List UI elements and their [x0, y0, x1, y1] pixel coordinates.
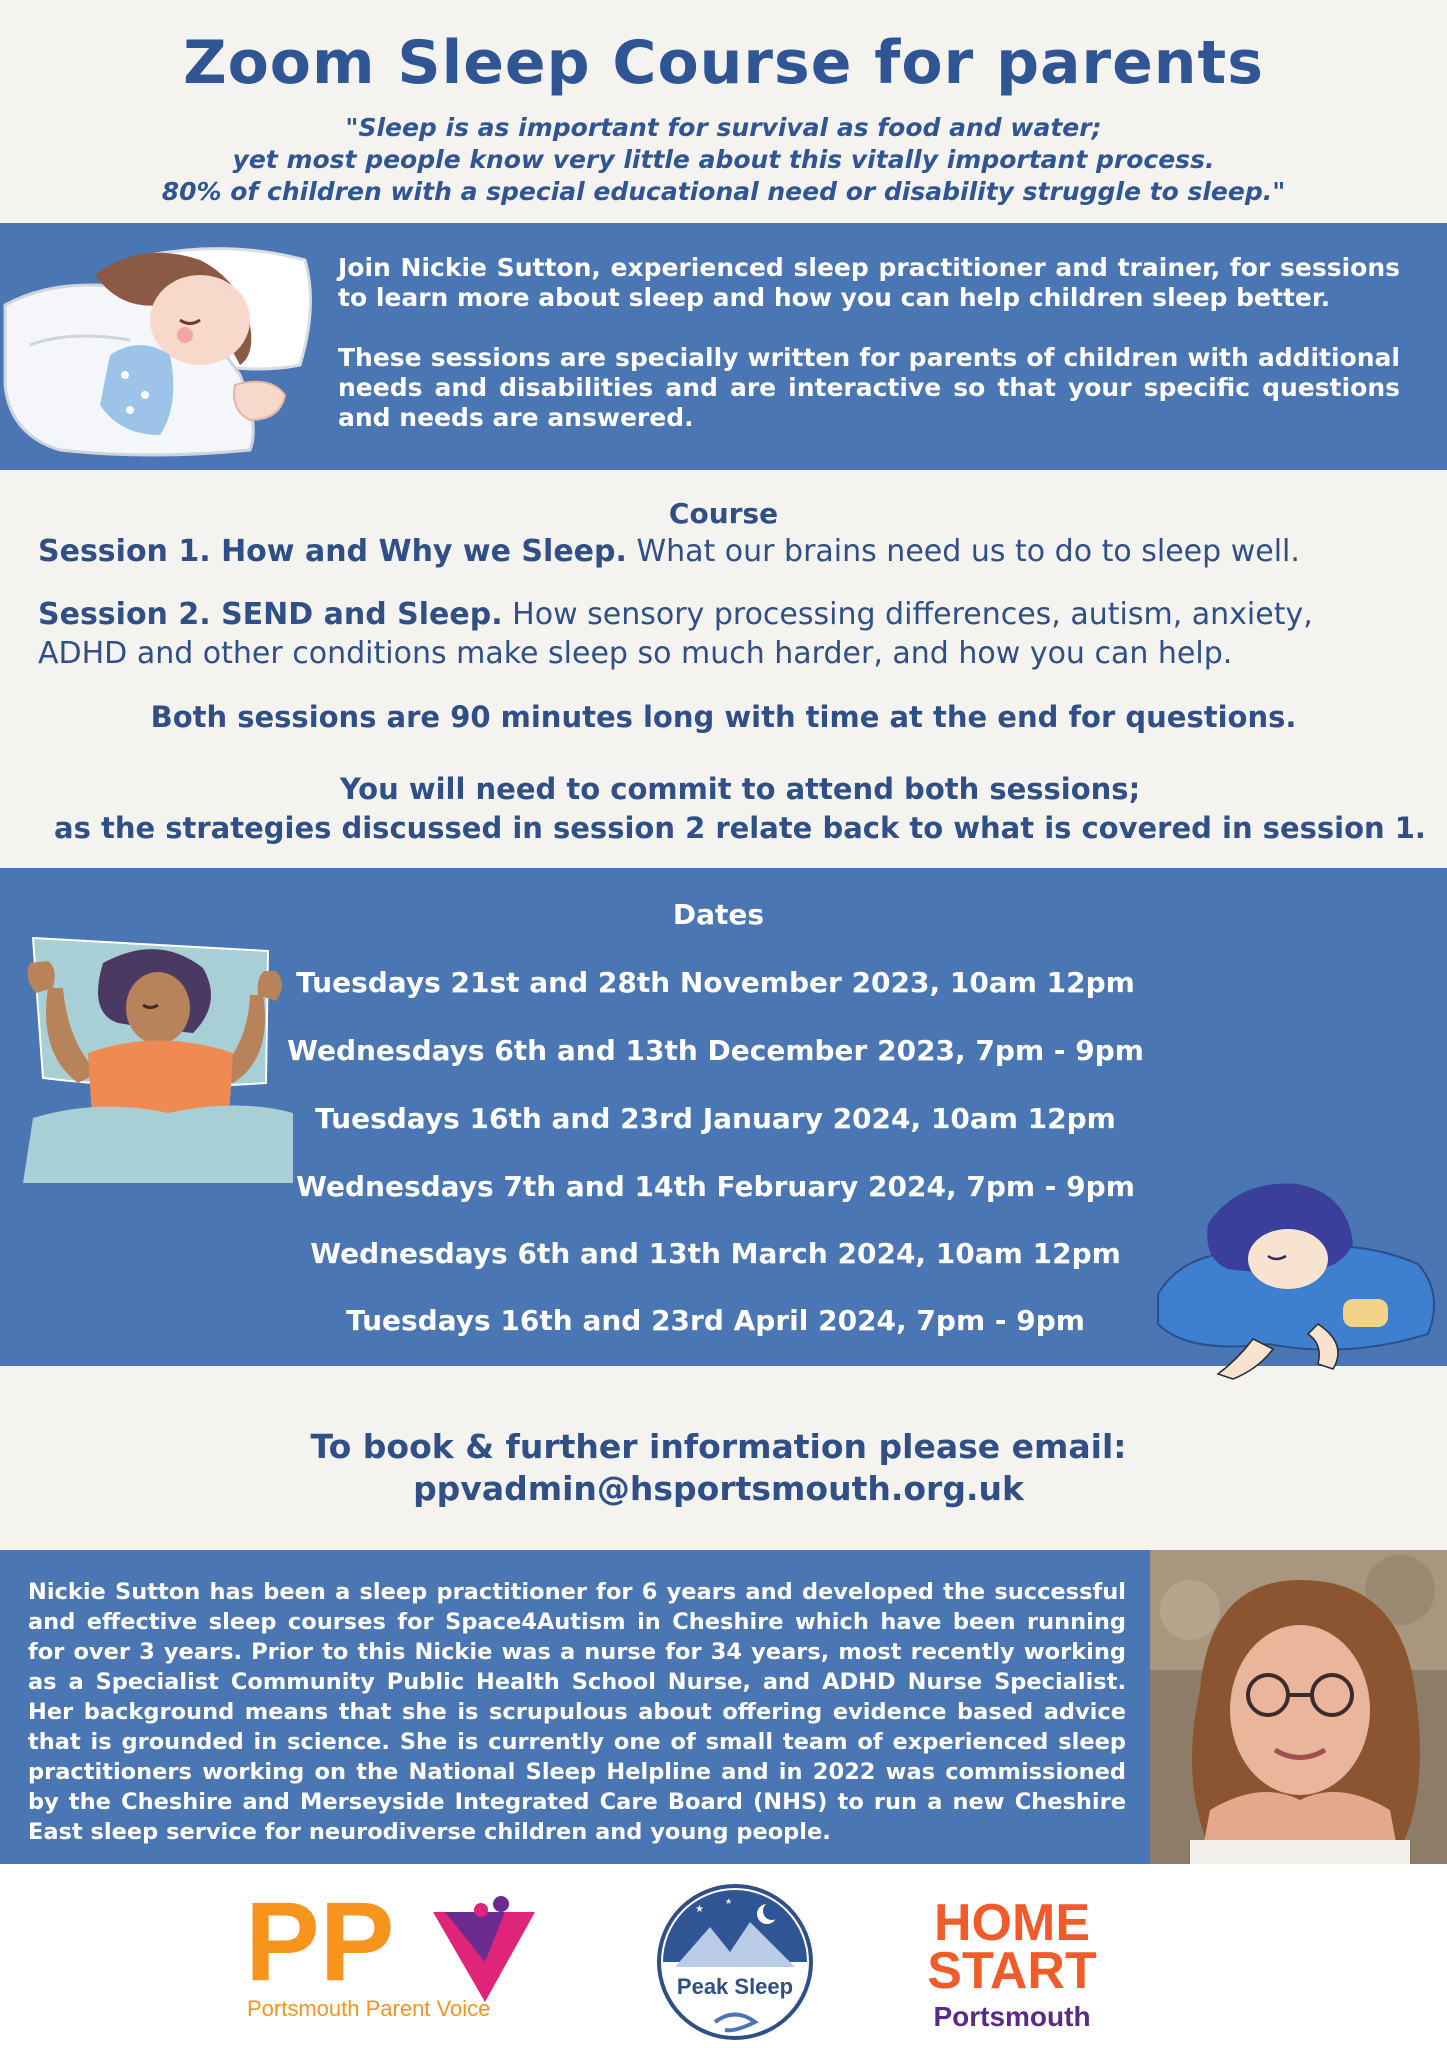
- quote: [0, 112, 1447, 208]
- intro-band: [0, 223, 1447, 470]
- booking-text: [0, 1426, 1437, 1510]
- duration-note: Both sessions are 90 minutes long with time at the end for questions.: [150, 700, 1297, 734]
- quote-line: yet most people know very little about this vitally important process.: [232, 145, 1215, 174]
- sleeping-boy-illustration: [1148, 1174, 1444, 1384]
- svg-text:★: ★: [695, 1904, 704, 1915]
- dates-band: [0, 868, 1447, 1366]
- intro-paragraph: Join Nickie Sutton, experienced sleep practitioner and trainer, for sessions to learn more about sleep and how you can help children sleep better.: [338, 253, 1400, 312]
- logos-footer: [0, 1864, 1447, 2048]
- peak-sleep-name: Peak Sleep: [676, 1974, 794, 1999]
- course-section: [0, 470, 1447, 868]
- intro-text: [338, 253, 1400, 463]
- commitment-line: You will need to commit to attend both sessions;: [339, 772, 1141, 806]
- dates-heading: Dates: [672, 898, 765, 931]
- page-title: Zoom Sleep Course for parents: [183, 28, 1264, 98]
- ppv-mark: PP: [245, 1892, 395, 2004]
- contact-email[interactable]: ppvadmin@hsportsmouth.org.uk: [413, 1469, 1024, 1508]
- hs-line-1: HOME: [934, 1894, 1090, 1952]
- date-item: Wednesdays 6th and 13th December 2023, 7pm - 9pm: [287, 1034, 1144, 1067]
- session-1: [38, 532, 1408, 571]
- course-heading: Course: [668, 497, 779, 530]
- portsmouth-parent-voice-logo: [245, 1892, 555, 2022]
- nickie-sutton-photo: [1150, 1550, 1447, 1864]
- sleeping-girl-illustration: [0, 235, 320, 460]
- date-item: Wednesdays 7th and 14th February 2024, 7pm - 9pm: [296, 1170, 1135, 1203]
- header: [0, 0, 1447, 223]
- commitment-line: as the strategies discussed in session 2 relate back to what is covered in session 1.: [54, 811, 1426, 845]
- session-2: [38, 595, 1408, 673]
- bio-text: Nickie Sutton has been a sleep practitioner for 6 years and developed the successful and effective sleep courses for Space4Autism in Cheshire which have been running for over 3 years. Prior to this Nickie was a nurse for 34 years, most recently working as a Specialist Community Public Health School Nurse, and ADHD Nurse Specialist. Her background means that she is scrupulous about offering evidence based advice that is grounded in science. She is currently one of small team of experienced sleep practitioners working on the National Sleep Helpline and in 2022 was commissioned by the Cheshire and Merseyside Integrated Care Board (NHS) to run a new Cheshire East sleep service for neurodiverse children and young people.: [28, 1579, 1126, 1845]
- svg-text:★: ★: [725, 1897, 733, 1906]
- commitment-note: [40, 770, 1440, 848]
- intro-paragraph: These sessions are specially written for parents of children with additional needs and disabilities and are interactive so that your specific questions and needs are answered.: [338, 343, 1400, 432]
- quote-line: "Sleep is as important for survival as food and water;: [345, 113, 1102, 142]
- booking-section: [0, 1366, 1447, 1550]
- session-description: How sensory processing differences, autism, anxiety, ADHD and other conditions make sleep so much harder, and how you can help.: [38, 597, 1313, 671]
- peak-sleep-logo: [655, 1882, 815, 2042]
- bio-band: [0, 1550, 1447, 1864]
- hs-place: Portsmouth: [933, 2001, 1091, 2032]
- quote-line: 80% of children with a special educational need or disability struggle to sleep.": [161, 177, 1286, 206]
- ppv-name: Portsmouth Parent Voice: [247, 1996, 491, 2021]
- home-start-portsmouth-logo: [920, 1892, 1105, 2032]
- session-description: What our brains need us to do to sleep well.: [636, 534, 1300, 569]
- session-label: Session 2. SEND and Sleep.: [38, 597, 503, 632]
- date-item: Tuesdays 21st and 28th November 2023, 10am 12pm: [296, 966, 1135, 999]
- session-label: Session 1. How and Why we Sleep.: [38, 534, 627, 569]
- booking-line: To book & further information please email:: [310, 1427, 1127, 1466]
- date-item: Wednesdays 6th and 13th March 2024, 10am 12pm: [310, 1237, 1121, 1270]
- hs-line-2: START: [927, 1942, 1097, 2000]
- date-item: Tuesdays 16th and 23rd January 2024, 10am 12pm: [315, 1102, 1116, 1135]
- date-item: Tuesdays 16th and 23rd April 2024, 7pm - 9pm: [346, 1304, 1085, 1337]
